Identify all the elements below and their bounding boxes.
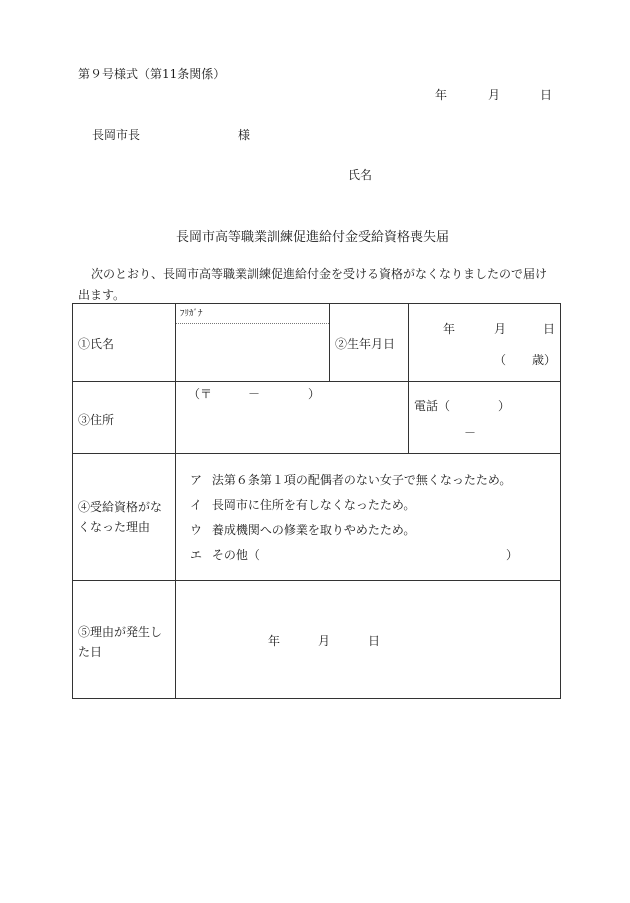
intro-text-line1: 次のとおり、長岡市高等職業訓練促進給付金を受ける資格がなくなりましたので届け xyxy=(91,267,548,281)
address-label: ③住所 xyxy=(78,413,115,427)
reason-letter: イ xyxy=(190,498,203,512)
reason-option-c[interactable] xyxy=(190,521,415,538)
name-label: ①氏名 xyxy=(78,337,115,351)
age-open: （ xyxy=(494,353,507,367)
phone-label: 電話（ ） xyxy=(414,399,511,413)
applicant-name-label: 氏名 xyxy=(348,168,373,182)
furigana-label: ﾌﾘｶﾞﾅ xyxy=(180,309,203,319)
document-title: 長岡市高等職業訓練促進給付金受給資格喪失届 xyxy=(176,230,450,245)
reason-letter: ウ xyxy=(190,523,203,537)
intro-text-line2: 出ます。 xyxy=(78,288,126,302)
birth-month: 月 xyxy=(494,322,507,336)
birth-year: 年 xyxy=(443,322,456,336)
date-label-line2: た日 xyxy=(78,645,103,659)
header-date-year: 年 xyxy=(435,88,448,102)
birth-day: 日 xyxy=(543,322,556,336)
age-unit: 歳） xyxy=(532,353,557,367)
reason-option-a[interactable] xyxy=(190,471,511,488)
reason-letter: エ xyxy=(190,548,203,562)
reason-text: 長岡市に住所を有しなくなったため。 xyxy=(211,498,416,512)
occurrence-year[interactable]: 年 xyxy=(268,634,281,648)
birthdate-label: ②生年月日 xyxy=(335,337,396,351)
reason-option-b[interactable] xyxy=(190,496,415,513)
occurrence-day[interactable]: 日 xyxy=(368,634,381,648)
reason-text: 法第６条第１項の配偶者のない女子で無くなったため。 xyxy=(211,473,512,487)
other-reason-close: ） xyxy=(506,548,519,562)
date-label-line1: ⑤理由が発生し xyxy=(78,625,163,639)
form-number: 第９号様式（第11条関係） xyxy=(78,67,226,81)
reason-text: その他（ xyxy=(211,548,260,562)
header-date-month: 月 xyxy=(488,88,501,102)
reason-option-d[interactable] xyxy=(190,546,260,563)
reason-text: 養成機関への修業を取りやめたため。 xyxy=(211,523,416,537)
postal-code-field[interactable]: （〒 － ） xyxy=(188,387,321,401)
reason-label-line2: くなった理由 xyxy=(78,520,151,534)
reason-label-line1: ④受給資格がな xyxy=(78,500,163,514)
addressee: 長岡市長 xyxy=(92,128,141,142)
honorific: 様 xyxy=(238,128,251,142)
header-date-day: 日 xyxy=(540,88,553,102)
reason-letter: ア xyxy=(190,473,203,487)
name-field[interactable] xyxy=(177,325,329,380)
occurrence-month[interactable]: 月 xyxy=(318,634,331,648)
phone-dash: － xyxy=(464,426,477,440)
